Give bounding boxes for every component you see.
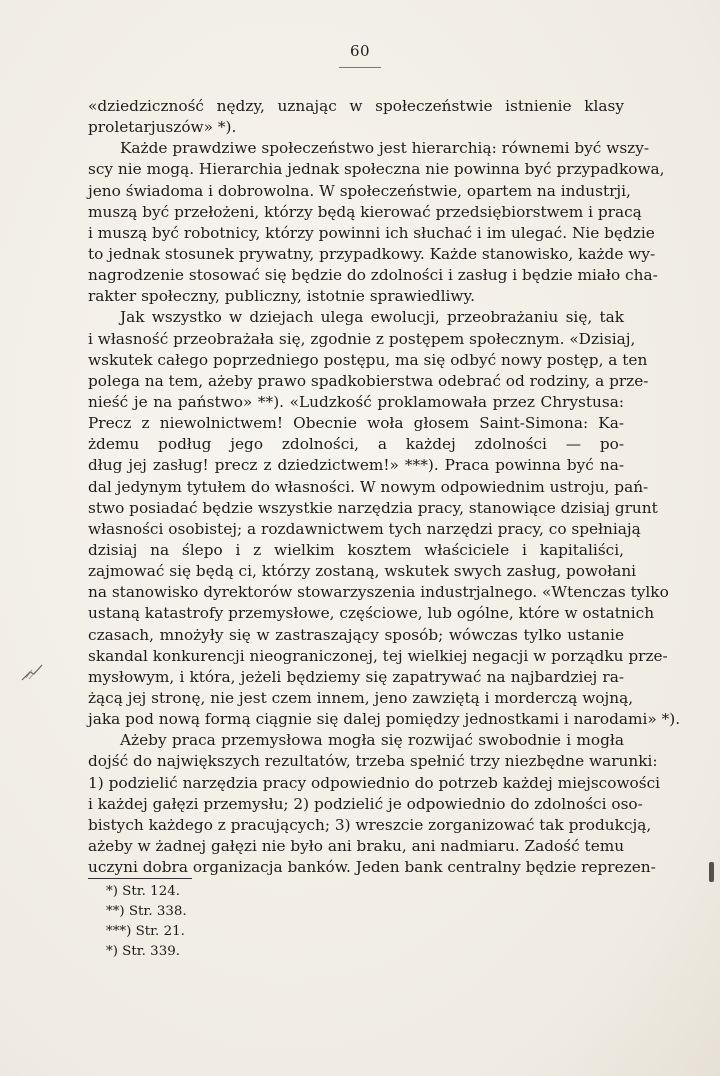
text-line: jaka pod nową formą ciągnie się dalej pomiędzy jednostkami i narodami» *). xyxy=(88,710,681,729)
text-line: własności osobistej; a rozdawnictwem tych narzędzi pracy, co spełniają xyxy=(88,519,641,538)
text-line: stwo posiadać będzie wszystkie narzędzia pracy, stanowiące dzisiaj grunt xyxy=(88,498,658,517)
text-line: czasach, mnożyły się w zastraszający sposób; wówczas tylko ustanie xyxy=(88,625,624,644)
text-line: Jak wszystko w dziejach ulega ewolucji, przeobrażaniu się, tak xyxy=(120,308,624,327)
text-line: żdemu podług jego zdolności, a każdej zdolności — po- xyxy=(88,435,624,454)
text-line: i każdej gałęzi przemysłu; 2) podzielić je odpowiednio do zdolności oso- xyxy=(88,794,643,813)
text-line: polega na tem, ażeby prawo spadkobierstwa odebrać od rodziny, a prze- xyxy=(88,371,649,390)
text-line: «dziedziczność nędzy, uznając w społeczeństwie istnienie klasy xyxy=(88,97,624,115)
text-line: 1) podzielić narzędzia pracy odpowiednio do potrzeb każdej miejscowości xyxy=(88,773,661,792)
text-line: bistych każdego z pracujących; 3) wreszcie zorganizować tak produkcją, xyxy=(88,815,652,834)
text-line: i muszą być robotnicy, którzy powinni ich słuchać i im ulegać. Nie będzie xyxy=(88,223,655,242)
footnote: *) Str. 339. xyxy=(106,944,180,959)
text-line: uczyni dobra organizacja banków. Jeden bank centralny będzie reprezen- xyxy=(88,858,656,877)
footnote: **) Str. 338. xyxy=(106,904,187,919)
footnote-rule xyxy=(88,878,192,879)
text-line: ażeby w żadnej gałęzi nie było ani braku, ani nadmiaru. Zadość temu xyxy=(88,836,625,855)
text-line: rakter społeczny, publiczny, istotnie sprawiedliwy. xyxy=(88,287,475,306)
text-line: wskutek całego poprzedniego postępu, ma się odbyć nowy postęp, a ten xyxy=(88,350,648,369)
page-number-rule xyxy=(339,67,381,68)
text-line: nieść je na państwo» **). «Ludzkość proklamowała przez Chrystusa: xyxy=(88,392,624,411)
edge-ink-speck xyxy=(709,862,714,882)
text-line: jeno świadoma i dobrowolna. W społeczeństwie, opartem na industrji, xyxy=(88,181,631,200)
footnote: *) Str. 124. xyxy=(106,884,180,899)
footnote: ***) Str. 21. xyxy=(106,924,185,939)
footnotes xyxy=(106,882,187,962)
text-line: proletarjuszów» *). xyxy=(88,118,237,137)
margin-pencil-mark-icon xyxy=(20,662,46,682)
text-line: zajmować się będą ci, którzy zostaną, wskutek swych zasług, powołani xyxy=(88,562,637,581)
text-line: dal jedynym tytułem do własności. W nowym odpowiednim ustroju, pań- xyxy=(88,477,649,496)
text-line: ustaną katastrofy przemysłowe, częściowe, lub ogólne, które w ostatnich xyxy=(88,604,655,623)
text-line: żącą jej stronę, nie jest czem innem, jeno zawziętą i morderczą wojną, xyxy=(88,688,634,707)
text-line: na stanowisko dyrektorów stowarzyszenia industrjalnego. «Wtenczas tylko xyxy=(88,583,669,602)
page-number: 60 xyxy=(349,42,371,60)
text-line: dojść do największych rezultatów, trzeba spełnić trzy niezbędne warunki: xyxy=(88,752,658,771)
text-line: skandal konkurencji nieograniczonej, tej wielkiej negacji w porządku prze- xyxy=(88,646,668,665)
text-line: mysłowym, i która, jeżeli będziemy się zapatrywać na najbardziej ra- xyxy=(88,667,624,686)
text-line: to jednak stosunek prywatny, przypadkowy. Każde stanowisko, każde wy- xyxy=(88,244,656,263)
text-line: Precz z niewolnictwem! Obecnie woła głosem Saint-Simona: Ka- xyxy=(88,414,624,433)
text-line: dług jej zasług! precz z dziedzictwem!» ***). Praca powinna być na- xyxy=(88,456,624,475)
text-line: Ażeby praca przemysłowa mogła się rozwijać swobodnie i mogła xyxy=(120,731,624,750)
text-line: muszą być przełożeni, którzy będą kierować przedsiębiorstwem i pracą xyxy=(88,202,642,221)
text-line: scy nie mogą. Hierarchia jednak społeczna nie powinna być przypadkowa, xyxy=(88,160,665,179)
text-line: dzisiaj na ślepo i z wielkim kosztem właściciele i kapitaliści, xyxy=(88,540,624,559)
text-line: Każde prawdziwe społeczeństwo jest hierarchią: równemi być wszy- xyxy=(120,139,650,158)
body-text xyxy=(88,96,681,878)
text-line: nagrodzenie stosować się będzie do zdolności i zasług i będzie miało cha- xyxy=(88,266,658,285)
text-line: i własność przeobrażała się, zgodnie z postępem społecznym. «Dzisiaj, xyxy=(88,329,636,348)
